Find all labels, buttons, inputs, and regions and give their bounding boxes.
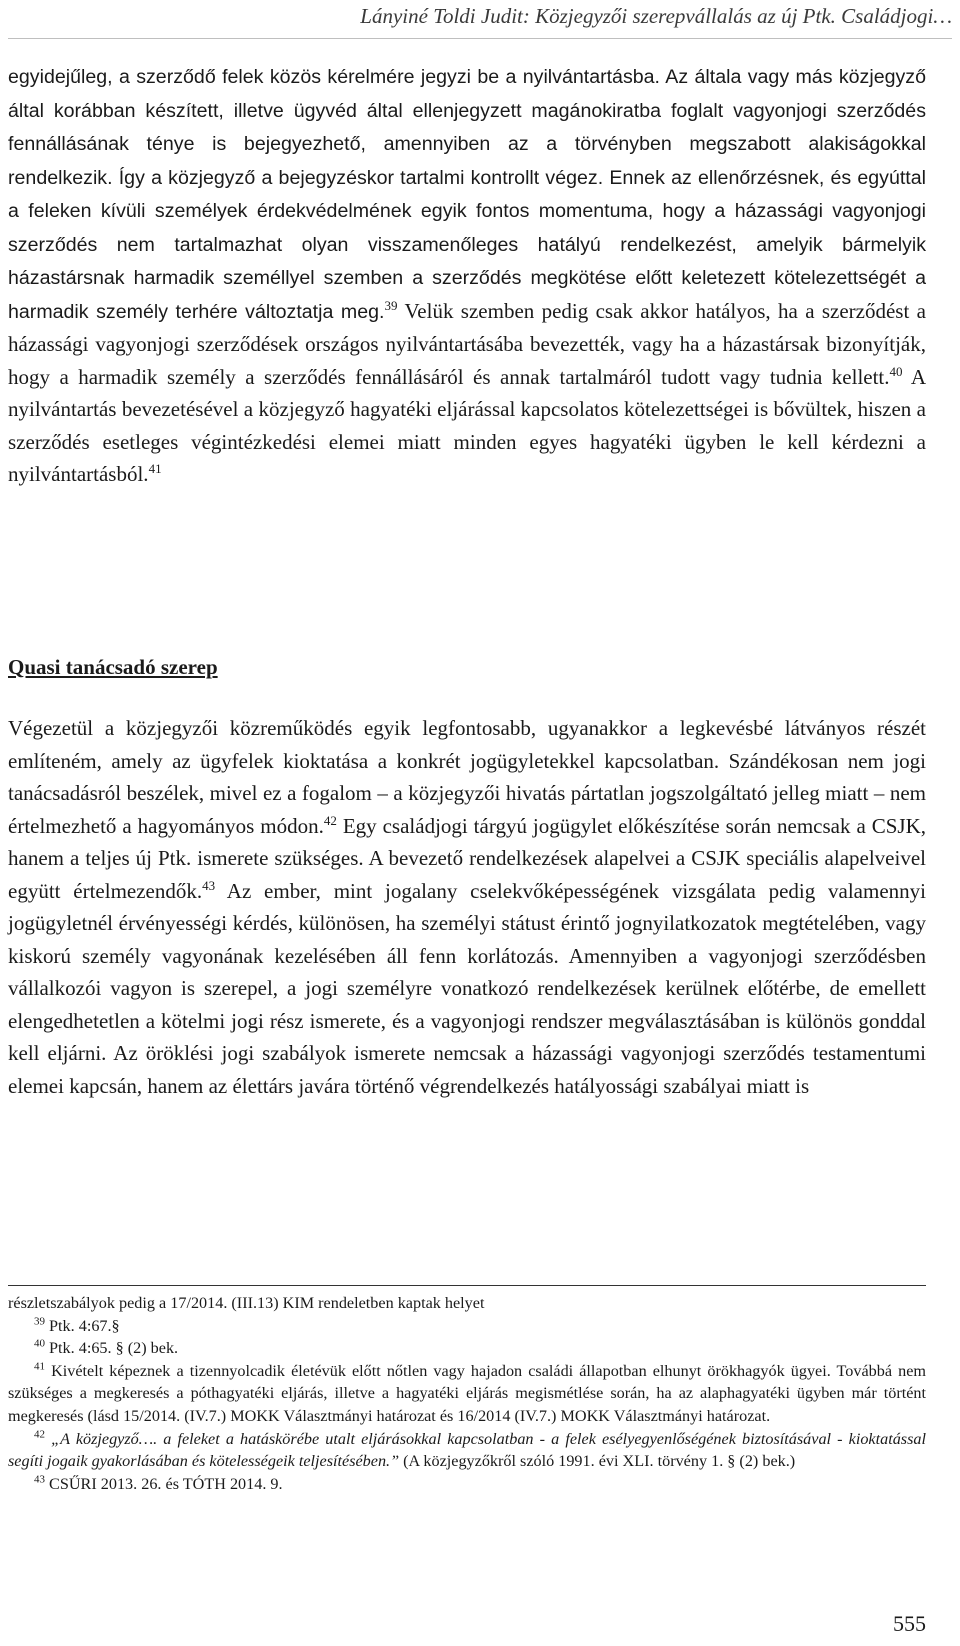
- paragraph-1-text-b: Velük szemben pedig csak akkor hatályos, ha a szerződést a házassági vagyonjogi szerződések országos nyilvántartásába bevezették, vagy ha a házastársak bizonyítják, hogy a harmadik személy a szerződés fennállásáról és annak tartalmáról tudott vagy tudnia kellett.: [8, 298, 926, 389]
- footnote-ref-41[interactable]: 41: [148, 461, 162, 476]
- paragraph-1-text-a: egyidejűleg, a szerződő felek közös kérelmére jegyzi be a nyilvántartásba. Az általa vagy más közjegyző által korábban készített, illetve ügyvéd által ellenjegyzett magánokiratba foglalt vagyonjogi szerződés fennállásának ténye is bejegyezhető, amennyiben az a törvényben megszabott alakiságokkal rendelkezik. Így a közjegyző a bejegyzéskor tartalmi kontrollt végez. Ennek az ellenőrzésnek, és egyúttal a feleken kívüli személyek érdekvédelmének egyik fontos momentuma, hogy a házassági vagyonjogi szerződés nem tartalmazhat olyan visszamenőleges hatályú rendelkezést, amelyik bármelyik házastársnak harmadik személlyel szemben a szerződés megkötése előtt keletezett kötelezettségét a harmadik személy terhére változtatja meg.: [8, 66, 926, 323]
- footnote-40-number: 40: [34, 1337, 45, 1350]
- paragraph-2-text-a: Végezetül a közjegyzői közreműködés egyik legfontosabb, ugyanakkor a legkevésbé látványos részét említeném, amely az ügyfelek kioktatása a konkrét jogügyletekkel kapcsolatban. Szándékosan nem jogi tanácsadásról beszélek, mivel ez a fogalom – a közjegyzői hivatás pártatlan jogszolgáltató jelleg miatt – nem értelmezhető a hagyományos módon.: [8, 716, 926, 838]
- footnote-40: [8, 1337, 926, 1360]
- paragraph-1-text-c: A nyilvántartás bevezetésével a közjegyző hagyatéki eljárással kapcsolatos kötelezettségei is bővültek, hiszen a szerződés esetleges végintézkedési elemei miatt minden egyes hagyatéki ügyben le kell kérdezni a nyilvántartásból.: [8, 364, 926, 486]
- footnote-ref-42[interactable]: 42: [323, 812, 337, 828]
- paragraph-nyilvantartas: [8, 60, 926, 491]
- footnote-43-text: CSŰRI 2013. 26. és TÓTH 2014. 9.: [45, 1474, 283, 1493]
- footnote-41-number: 41: [34, 1360, 45, 1373]
- footnote-42-text: (A közjegyzőkről szóló 1991. évi XLI. törvény 1. § (2) bek.): [399, 1452, 796, 1471]
- footnote-ref-39[interactable]: 39: [384, 297, 398, 313]
- footnote-39-text: Ptk. 4:67.§: [45, 1316, 120, 1335]
- page-number: 555: [893, 1611, 926, 1636]
- footnote-39: [8, 1315, 926, 1338]
- footnote-43: [8, 1473, 926, 1496]
- footnotes: [8, 1292, 926, 1495]
- footnote-ref-40[interactable]: 40: [889, 363, 903, 379]
- running-header: Lányiné Toldi Judit: Közjegyzői szerepvállalás az új Ptk. Családjogi…: [8, 2, 952, 39]
- footnote-42: [8, 1428, 926, 1473]
- footnote-42-number: 42: [34, 1428, 45, 1441]
- footnote-41: [8, 1360, 926, 1428]
- paragraph-2-text-b: Egy családjogi tárgyú jogügylet előkészítése során nemcsak a CSJK, hanem a teljes új Ptk. ismerete szükséges. A bevezető rendelkezések alapelvei a CSJK speciális alapelveivel együtt értelmezendők.: [8, 813, 926, 903]
- footnote-43-number: 43: [34, 1473, 45, 1486]
- paragraph-tanacsado: [8, 712, 926, 1102]
- footnote-continuation: részletszabályok pedig a 17/2014. (III.13) KIM rendeletben kaptak helyet: [8, 1294, 485, 1312]
- section-heading: Quasi tanácsadó szerep: [8, 655, 218, 679]
- footnote-42-quote: „A közjegyző…. a feleket a hatáskörébe utalt eljárásokkal kapcsolatban - a felek esélyegyenlőségének biztosításával - kioktatással segíti jogaik gyakorlásában és kötelességeik teljesítésében.”: [8, 1429, 926, 1471]
- footnote-39-number: 39: [34, 1315, 45, 1328]
- footnote-40-text: Ptk. 4:65. § (2) bek.: [45, 1339, 179, 1358]
- footnote-divider: [8, 1285, 926, 1286]
- footnote-41-text: Kivételt képeznek a tizennyolcadik életévük előtt nőtlen vagy hajadon családi állapotban elhunyt örökhagyók ügyei. Továbbá nem szükséges a megkeresés a póthagyatéki eljárás, illetve a hagyatéki eljárás megismétlése során, ha az alaphagyatéki ügyben már történt megkeresés (lásd 15/2014. (IV.7.) MOKK Választmányi határozat és 16/2014 (IV.7.) MOKK Választmányi határozat.: [8, 1361, 926, 1425]
- paragraph-2-text-c: Az ember, mint jogalany cselekvőképességének vizsgálata pedig valamennyi jogügyletnél érvényességi kérdés, különösen, ha személyi státust érintő jognyilatkozatok megtételében, vagy kiskorú személy vagyonának kezelésében áll fenn korlátozás. Amennyiben a vagyonjogi szerződésben vállalkozói vagyon is szerepel, a jogi személyre vonatkozó rendelkezések kerülnek előtérbe, de emellett elengedhetetlen a kötelmi jogi rész ismerete, és a vagyonjogi rendszer megválasztásában is különös gonddal kell eljárni. Az öröklési jogi szabályok ismerete nemcsak a házassági vagyonjogi szerződés testamentumi elemei kapcsán, hanem az élettárs javára történő végrendelkezés hatályossági szabályai miatt is: [8, 878, 926, 1098]
- footnote-ref-43[interactable]: 43: [202, 877, 216, 893]
